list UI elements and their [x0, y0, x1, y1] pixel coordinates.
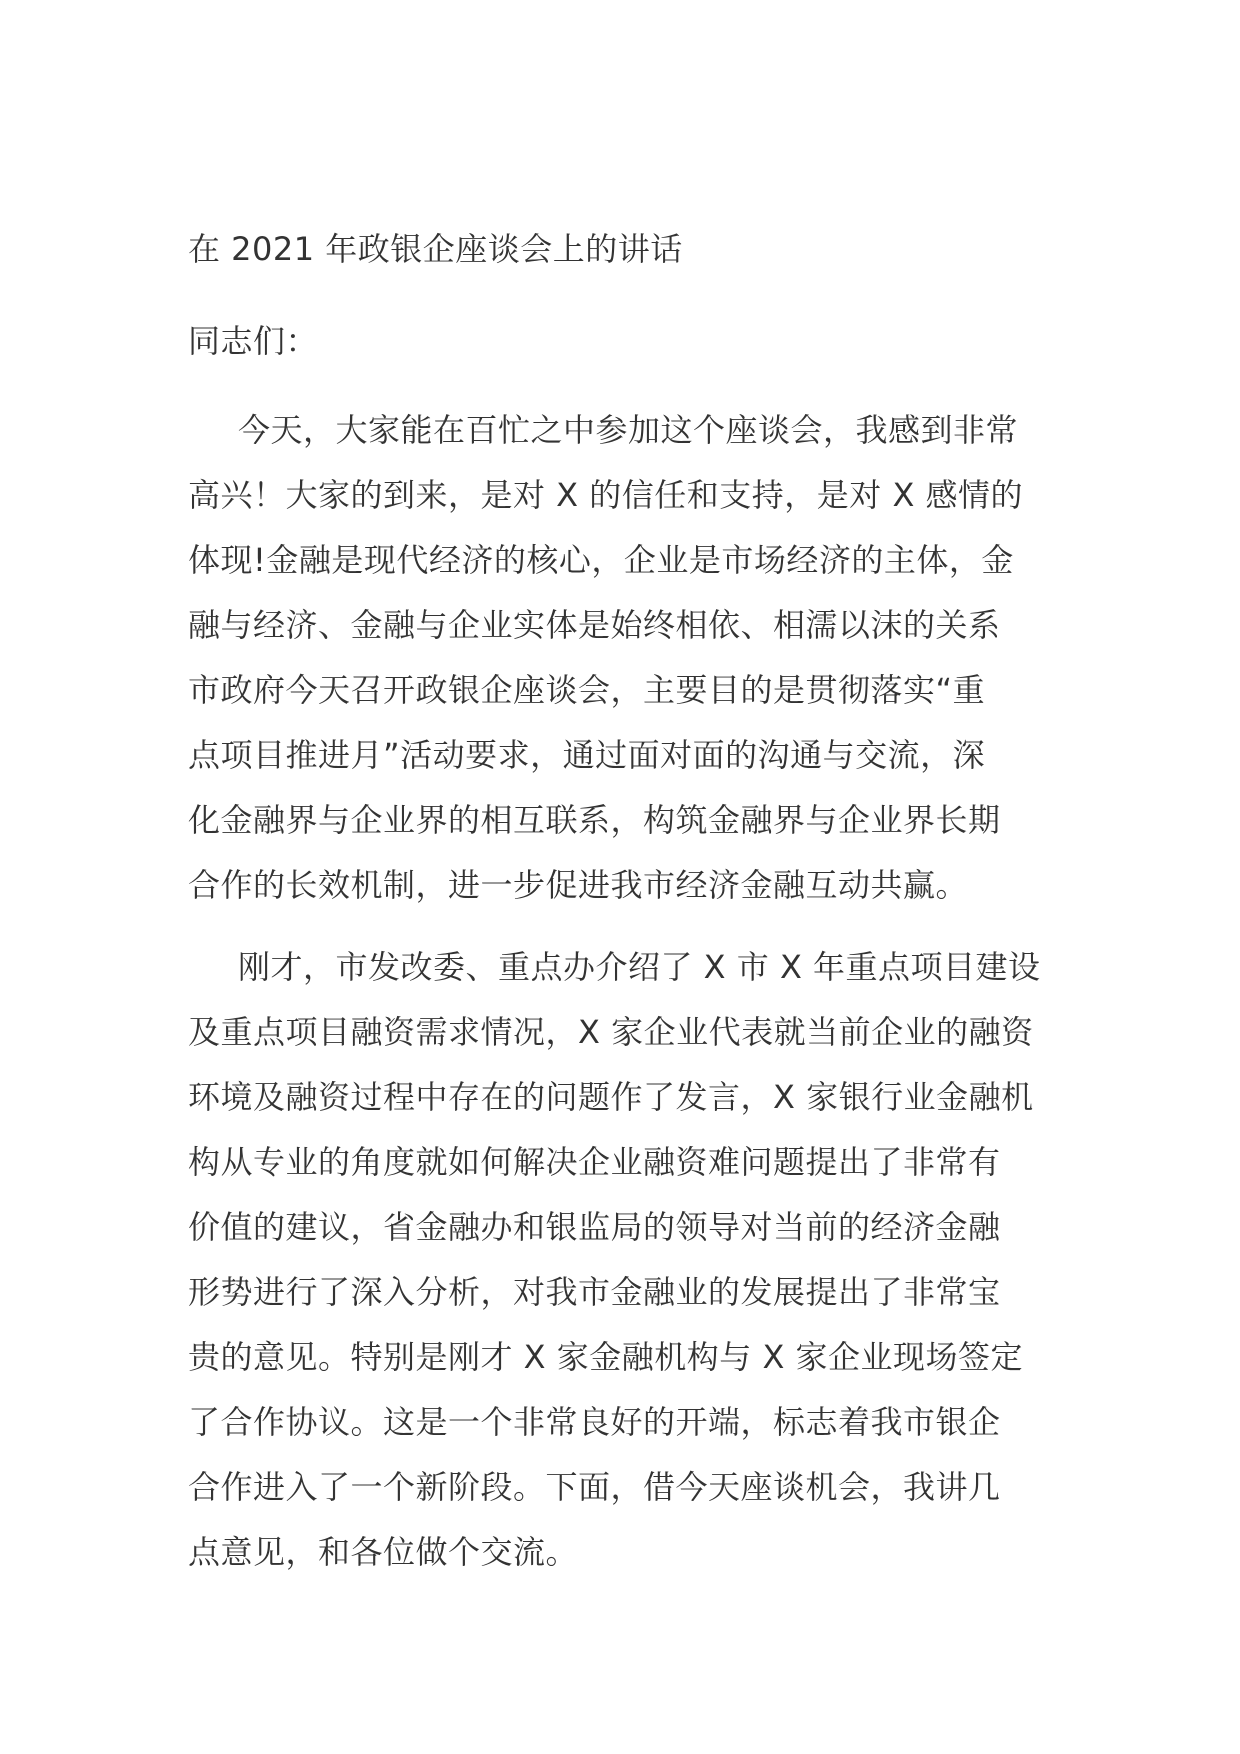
paragraph-line: 刚才，市发改委、重点办介绍了 X 市 X 年重点项目建设: [238, 948, 1041, 986]
paragraph-line: 了合作协议。这是一个非常良好的开端，标志着我市银企: [188, 1403, 1001, 1441]
paragraph-line: 构从专业的角度就如何解决企业融资难问题提出了非常有: [188, 1143, 1001, 1181]
paragraph-line: 形势进行了深入分析，对我市金融业的发展提出了非常宝: [188, 1273, 1001, 1311]
paragraph-line: 今天，大家能在百忙之中参加这个座谈会，我感到非常: [238, 411, 1019, 449]
paragraph-line: 价值的建议，省金融办和银监局的领导对当前的经济金融: [188, 1208, 1001, 1246]
paragraph-line: 化金融界与企业界的相互联系，构筑金融界与企业界长期: [188, 801, 1001, 839]
paragraph-line: 合作进入了一个新阶段。下面，借今天座谈机会，我讲几: [188, 1468, 1001, 1506]
paragraph-line: 环境及融资过程中存在的问题作了发言，X 家银行业金融机: [188, 1078, 1034, 1116]
paragraph-line: 合作的长效机制，进一步促进我市经济金融互动共赢。: [188, 866, 969, 904]
document-title: 在 2021 年政银企座谈会上的讲话: [188, 230, 683, 268]
paragraph-line: 融与经济、金融与企业实体是始终相依、相濡以沫的关系: [188, 606, 1001, 644]
paragraph-line: 及重点项目融资需求情况，X 家企业代表就当前企业的融资: [188, 1013, 1034, 1051]
paragraph-2: [188, 935, 1056, 1585]
paragraph-line: 市政府今天召开政银企座谈会，主要目的是贯彻落实“重: [188, 671, 986, 709]
paragraph-line: 点项目推进月”活动要求，通过面对面的沟通与交流，深: [188, 736, 986, 774]
paragraph-line: 贵的意见。特别是刚才 X 家金融机构与 X 家企业现场签定: [188, 1338, 1024, 1376]
paragraph-line: 点意见，和各位做个交流。: [188, 1533, 579, 1571]
paragraph-line: 高兴！大家的到来，是对 X 的信任和支持，是对 X 感情的: [188, 476, 1024, 514]
salutation: 同志们：: [188, 322, 319, 360]
paragraph-1: [188, 398, 1056, 918]
paragraph-line: 体现!金融是现代经济的核心，企业是市场经济的主体，金: [188, 541, 1014, 579]
